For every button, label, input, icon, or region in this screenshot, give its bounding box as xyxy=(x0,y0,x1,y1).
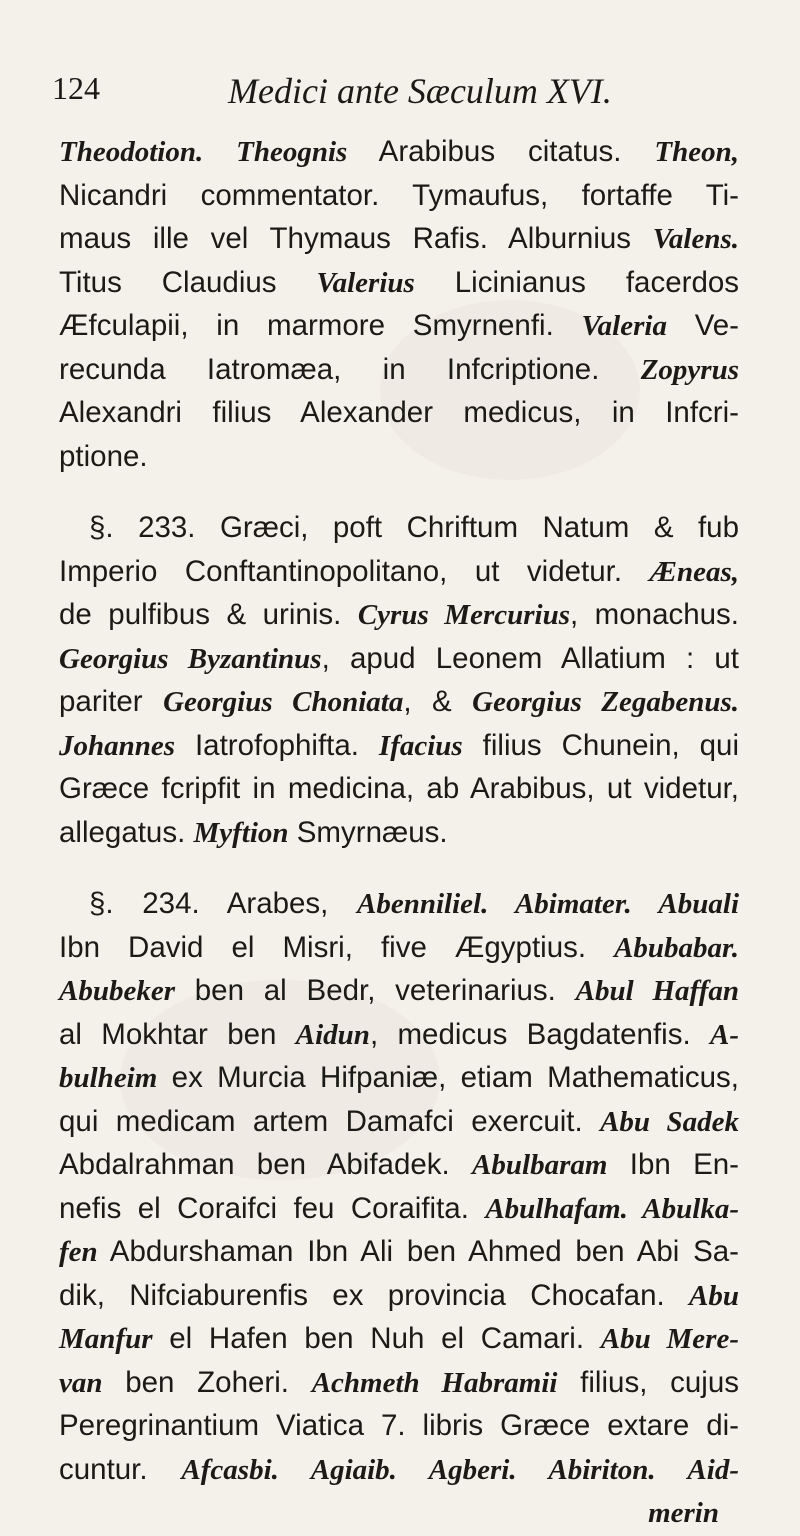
italic-name: Æneas, xyxy=(649,555,739,588)
text-line xyxy=(59,680,739,724)
text-run: allegatus. xyxy=(59,815,194,849)
text-line xyxy=(59,637,739,681)
text-run: ptione. xyxy=(59,439,148,473)
italic-name: Abubabar. xyxy=(614,931,739,964)
running-title: Medici ante Sæculum XVI. xyxy=(228,71,612,111)
italic-name: Abu Mere- xyxy=(600,1323,739,1355)
paragraph-gap xyxy=(59,478,739,506)
italic-name: Theognis xyxy=(236,136,348,168)
text-run: maus ille vel Thymaus Rafis. Alburnius xyxy=(59,222,653,255)
italic-name: Zopyrus xyxy=(640,353,739,386)
italic-name: Myftion xyxy=(193,816,289,849)
text-line xyxy=(59,550,739,594)
italic-name: Theon, xyxy=(654,136,739,168)
text-run: , medicus Bagdatenfis. xyxy=(369,1017,710,1051)
italic-name: Abulbaram xyxy=(472,1149,608,1181)
text-run: filius, cujus xyxy=(557,1365,739,1399)
text-run: cuntur. xyxy=(59,1452,182,1486)
italic-name: Afcasbi. Agiaib. Agberi. Abiriton. Aid- xyxy=(181,1453,739,1486)
text-line xyxy=(59,1448,739,1492)
text-line xyxy=(59,767,739,811)
italic-name: Abenniliel. Abimater. Abuali xyxy=(357,888,739,920)
text-run: ben Zoheri. xyxy=(102,1365,312,1399)
text-line xyxy=(59,969,739,1013)
text-run: Abdalrahman ben Abifadek. xyxy=(59,1148,473,1181)
text-line xyxy=(59,1013,739,1057)
text-line xyxy=(59,1317,739,1361)
text-line xyxy=(59,926,739,970)
text-run: al Mokhtar ben xyxy=(59,1017,296,1051)
text-run: §. 233. Græci, poft Chriftum Natum & fub xyxy=(89,511,739,544)
italic-name: A- xyxy=(710,1018,739,1051)
text-line xyxy=(59,1491,739,1535)
text-run: ben al Bedr, veterinarius. xyxy=(175,974,576,1007)
text-run: Ibn David el Misri, five Ægyptius. xyxy=(59,930,615,964)
italic-name: Georgius Byzantinus xyxy=(59,642,322,675)
page-number: 124 xyxy=(52,70,100,106)
italic-name: Abu Sadek xyxy=(600,1105,739,1138)
text-run: el Hafen ben Nuh el Camari. xyxy=(152,1322,601,1355)
text-line xyxy=(59,435,739,479)
text-line xyxy=(59,261,739,305)
text-run: ex Murcia Hifpaniæ, etiam Mathematicus, xyxy=(157,1061,739,1094)
italic-name: Georgius Choniata xyxy=(163,686,404,718)
text-run: filius Chunein, qui xyxy=(462,728,739,762)
text-line xyxy=(59,304,739,348)
text-line xyxy=(59,724,739,768)
text-run: qui medicam artem Damafci exercuit. xyxy=(59,1104,601,1138)
text-line xyxy=(59,811,739,855)
italic-name: van xyxy=(59,1366,103,1399)
text-run: Ve- xyxy=(666,309,739,342)
italic-name: Ifacius xyxy=(378,729,463,762)
text-run: , monachus. xyxy=(570,598,739,631)
text-line xyxy=(59,391,739,435)
text-run: recunda Iatromæa, in Infcriptione. xyxy=(59,352,641,386)
text-run: Peregrinantium Viatica 7. libris Græce extare di- xyxy=(59,1409,739,1442)
italic-name: bulheim xyxy=(59,1062,158,1094)
text-run: Smyrnæus. xyxy=(288,815,448,849)
text-run: de pulfibus & urinis. xyxy=(59,598,358,631)
text-line xyxy=(59,1230,739,1274)
paragraph-gap xyxy=(59,854,739,882)
text-run: dik, Nifciaburenfis ex provincia Chocafan. xyxy=(59,1278,690,1312)
text-line xyxy=(59,217,739,261)
text-line xyxy=(59,1187,739,1231)
italic-name: Georgius Zegabenus. xyxy=(472,686,739,718)
italic-name: Valeria xyxy=(581,310,667,342)
text-line xyxy=(59,1056,739,1100)
italic-name: Manfur xyxy=(59,1323,153,1355)
text-run: Græce fcripfit in medicina, ab Arabibus, ut videtur, xyxy=(59,772,739,805)
text-run: Titus Claudius xyxy=(59,265,317,299)
italic-name: Abubeker xyxy=(59,975,175,1007)
text-run: Nicandri commentator. Tymaufus, fortaffe Ti- xyxy=(59,178,739,212)
italic-name: Abulhafam. Abulka- xyxy=(485,1192,739,1225)
italic-name: Johannes xyxy=(59,729,176,762)
text-line xyxy=(59,506,739,550)
text-line xyxy=(59,1361,739,1405)
text-run: Iatrofophifta. xyxy=(175,728,379,762)
italic-name: merin xyxy=(648,1497,719,1529)
text-run xyxy=(203,135,236,168)
text-line xyxy=(59,1274,739,1318)
text-run: Ibn En- xyxy=(607,1148,739,1181)
body-text xyxy=(59,130,739,1535)
text-line xyxy=(59,882,739,926)
italic-name: Cyrus Mercurius xyxy=(357,599,570,631)
italic-name: Abu xyxy=(689,1279,739,1312)
text-run: Licinianus facerdos xyxy=(414,265,740,299)
text-run: Imperio Conftantinopolitano, ut videtur. xyxy=(59,554,650,588)
text-line xyxy=(59,174,739,218)
italic-name: fen xyxy=(59,1236,98,1268)
text-run: nefis el Coraifci feu Coraifita. xyxy=(59,1191,486,1225)
text-line xyxy=(59,593,739,637)
italic-name: Valerius xyxy=(316,266,415,299)
text-run: , & xyxy=(403,685,473,718)
text-run: Alexandri filius Alexander medicus, in Infcri- xyxy=(59,396,739,429)
text-run: pariter xyxy=(59,685,164,718)
italic-name: Theodotion. xyxy=(59,136,204,168)
text-line xyxy=(59,348,739,392)
text-run: Æfculapii, in marmore Smyrnenfi. xyxy=(59,309,582,342)
text-line xyxy=(59,1404,739,1448)
text-run: , apud Leonem Allatium : ut xyxy=(321,641,739,675)
text-run: Abdurshaman Ibn Ali ben Ahmed ben Abi Sa- xyxy=(97,1235,739,1268)
page-header xyxy=(52,70,752,120)
italic-name: Valens. xyxy=(652,223,739,255)
text-line xyxy=(59,130,739,174)
text-line xyxy=(59,1100,739,1144)
italic-name: Abul Haffan xyxy=(575,975,739,1007)
text-run: §. 234. Arabes, xyxy=(89,887,358,920)
text-run: Arabibus citatus. xyxy=(347,135,655,168)
italic-name: Achmeth Habramii xyxy=(311,1366,558,1399)
italic-name: Aidun xyxy=(295,1018,370,1051)
text-line xyxy=(59,1143,739,1187)
